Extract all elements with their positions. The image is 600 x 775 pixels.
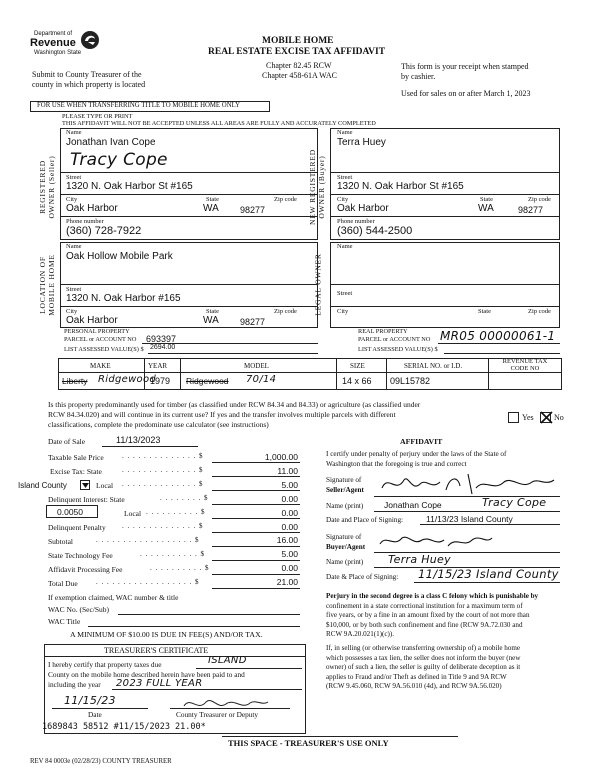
chapter-rcw: Chapter 82.45 RCW bbox=[266, 61, 332, 70]
seller-zip: 98277 bbox=[240, 205, 266, 215]
legal-city-label: City bbox=[337, 308, 349, 315]
revenue-swirl-icon bbox=[80, 30, 100, 50]
subtotal-dots: . . . . . . . . . . . . . . . . . . $ bbox=[96, 536, 200, 544]
seller-date-place: 11/13/23 Island County bbox=[426, 514, 513, 524]
date-of-sale-label: Date of Sale bbox=[48, 437, 86, 446]
location-name-label: Name bbox=[66, 243, 82, 250]
county-dropdown[interactable] bbox=[80, 480, 90, 490]
penalty-value: 0.00 bbox=[281, 522, 298, 532]
location-vertical-label: LOCATION OF MOBILE HOME bbox=[38, 254, 56, 316]
timber-text-1: Is this property predominantly used for timber (as classified under RCW 84.34 and 84.33) or agriculture (as classified under bbox=[48, 400, 421, 409]
buyer-zip-label: Zip code bbox=[528, 196, 551, 203]
form-revision: REV 84 0003e (02/28/23) COUNTY TREASURER bbox=[30, 758, 172, 765]
total-due-value: 21.00 bbox=[276, 577, 298, 587]
affidavit-title: AFFIDAVIT bbox=[400, 437, 443, 446]
chapter-wac: Chapter 458-61A WAC bbox=[262, 71, 337, 80]
seller-name: Jonathan Ivan Cope bbox=[66, 137, 156, 148]
buyer-zip: 98277 bbox=[518, 205, 544, 215]
personal-parcel: 693397 bbox=[146, 334, 177, 344]
used-for-text: Used for sales on or after March 1, 2023 bbox=[401, 89, 531, 98]
seller-phone-label: Phone number bbox=[66, 218, 104, 225]
location-zip: 98277 bbox=[240, 317, 266, 327]
real-property-label: REAL PROPERTY bbox=[358, 328, 408, 335]
subtotal-label: Subtotal bbox=[48, 537, 74, 546]
treasurer-line-1: I hereby certify that property taxes due bbox=[48, 660, 162, 669]
subtotal-value: 16.00 bbox=[276, 535, 298, 545]
timber-text-3: classifications, complete the predominate use calculator (see instructions) bbox=[48, 420, 269, 429]
location-city: Oak Harbor bbox=[66, 315, 118, 326]
real-parcel-handwritten: MR05 00000061-1 bbox=[440, 329, 556, 343]
legal-name-label: Name bbox=[337, 243, 353, 250]
county-name: Island County bbox=[18, 481, 67, 490]
taxable-value: 1,000.00 bbox=[264, 452, 298, 462]
seller-state-label: State bbox=[206, 196, 219, 203]
local-label: Local bbox=[96, 481, 114, 490]
seller-phone: (360) 728-7922 bbox=[66, 225, 142, 237]
location-city-label: City bbox=[66, 308, 78, 315]
tech-dots: . . . . . . . . . . . $ bbox=[140, 550, 205, 558]
certify-line-1: I certify under penalty of perjury under the laws of the State of bbox=[326, 450, 507, 458]
dept-line1: Department of bbox=[34, 31, 73, 37]
seller-zip-label: Zip code bbox=[274, 196, 297, 203]
treasurer-year-handwritten: 2023 FULL YEAR bbox=[116, 678, 203, 689]
wac-no-label: WAC No. (Sec/Sub) bbox=[48, 605, 110, 614]
excise-label: Excise Tax: State bbox=[50, 467, 102, 476]
wac-title-label: WAC Title bbox=[48, 617, 81, 626]
col-size: SIZE bbox=[350, 362, 365, 370]
affidavit-dots: . . . . . . . . . . $ bbox=[150, 564, 210, 572]
buyer-date-handwritten: 11/15/23 Island County bbox=[418, 567, 559, 581]
transfer-note-box bbox=[30, 101, 270, 112]
col-year: YEAR bbox=[148, 362, 168, 370]
buyer-phone: (360) 544-2500 bbox=[337, 225, 413, 237]
treasurer-use-only: THIS SPACE - TREASURER'S USE ONLY bbox=[228, 738, 389, 748]
treasurer-county-handwritten: ISLAND bbox=[208, 655, 247, 666]
form-title-2: REAL ESTATE EXCISE TAX AFFIDAVIT bbox=[208, 47, 386, 57]
location-zip-label: Zip code bbox=[274, 308, 297, 315]
seller-signature-label-1: Signature of bbox=[326, 476, 362, 484]
treasurer-deputy-label: County Treasurer or Deputy bbox=[176, 710, 259, 719]
col-revenue-code: REVENUE TAX CODE NO bbox=[502, 358, 548, 372]
buyer-city: Oak Harbor bbox=[337, 203, 389, 214]
seller-street: 1320 N. Oak Harbor St #165 bbox=[66, 181, 193, 192]
seller-city: Oak Harbor bbox=[66, 203, 118, 214]
parcel-account-label: PARCEL or ACCOUNT NO bbox=[64, 336, 137, 343]
seller-print-handwritten: Tracy Cope bbox=[482, 496, 547, 509]
real-assessed-label: LIST ASSESSED VALUE(S) $ bbox=[358, 346, 438, 353]
revenue-logo bbox=[22, 28, 102, 66]
not-accepted: THIS AFFIDAVIT WILL NOT BE ACCEPTED UNLESS ALL AREAS ARE FULLY AND ACCURATELY COMPLETED bbox=[62, 120, 376, 127]
minimum-fee-note: A MINIMUM OF $10.00 IS DUE IN FEE(S) AND/OR TAX. bbox=[70, 630, 263, 639]
location-state-label: State bbox=[206, 308, 219, 315]
buyer-street-label: Street bbox=[337, 174, 353, 181]
tax-lien-warning: If, in selling (or otherwise transferring ownership of) a mobile home which possesses a tax lien, the seller does not inform the buyer (new owner) of such a lien, the seller is guilty of deliberate deception as it applies to Fraud and/or Theft as defined in Title 9 and 9A RCW (RCW 9.45.060, RCW 9A.56.010 (4d), and RCW 9A.56.020) bbox=[326, 644, 521, 691]
buyer-print-handwritten: Terra Huey bbox=[388, 553, 451, 566]
local2-dots: . . . . . . . . . . $ bbox=[146, 508, 206, 516]
real-parcel-label: PARCEL or ACCOUNT NO bbox=[358, 336, 431, 343]
location-name: Oak Hollow Mobile Park bbox=[66, 251, 173, 262]
local-dots: . . . . . . . . . . . . . . $ bbox=[122, 480, 204, 488]
buyer-signature bbox=[376, 530, 496, 552]
local2-label: Local bbox=[124, 509, 142, 518]
treasurer-date-handwritten: 11/15/23 bbox=[64, 694, 116, 707]
seller-state: WA bbox=[203, 203, 219, 214]
affidavit-fee-value: 0.00 bbox=[281, 563, 298, 573]
assessed-value-label: LIST ASSESSED VALUE(S) $ bbox=[64, 346, 144, 353]
form-title-1: MOBILE HOME bbox=[262, 36, 334, 46]
date-of-sale: 11/13/2023 bbox=[116, 435, 161, 445]
col-model: MODEL bbox=[244, 362, 269, 370]
legal-street-label: Street bbox=[337, 290, 353, 297]
taxable-dots: . . . . . . . . . . . . . . $ bbox=[122, 452, 204, 460]
excise-dots: . . . . . . . . . . . . . . $ bbox=[122, 466, 204, 474]
vehicle-size: 14 x 66 bbox=[342, 376, 372, 386]
seller-street-label: Street bbox=[66, 174, 82, 181]
dept-state: Washington State bbox=[34, 50, 82, 56]
buyer-date-label: Date & Place of Signing: bbox=[326, 573, 399, 581]
vehicle-serial: 09L15782 bbox=[390, 376, 431, 386]
local-value: 5.00 bbox=[281, 480, 298, 490]
perjury-notice: Perjury in the second degree is a class C felony which is punishable by confinement in a state correctional institution for a maximum term of five years, or by a fine in an amount fixed by the court of not more than $10,000, or by both such confinement and fine (RCW 9A.72.030 and RCW 9A.20.021(1)(c)). bbox=[326, 592, 539, 639]
model-handwritten: 70/14 bbox=[246, 374, 277, 385]
legal-owner-section bbox=[330, 242, 560, 328]
tech-fee-value: 5.00 bbox=[281, 549, 298, 559]
treasurer-date-label: Date bbox=[88, 710, 102, 719]
taxable-label: Taxable Sale Price bbox=[48, 453, 104, 462]
timber-text-2: RCW 84.34.020) and will continue in its current use? If yes and the transfer involves multiple parcels with different bbox=[48, 410, 396, 419]
delinquent-dots: . . . . . . . . $ bbox=[160, 494, 209, 502]
yes-label: Yes bbox=[522, 413, 534, 422]
chevron-down-icon bbox=[82, 483, 89, 488]
legal-state-label: State bbox=[478, 308, 491, 315]
seller-print-name: Jonathan Cope bbox=[384, 500, 442, 510]
col-make: MAKE bbox=[90, 362, 111, 370]
make-handwritten: Ridgewood bbox=[98, 374, 157, 385]
personal-property-label: PERSONAL PROPERTY bbox=[64, 328, 130, 335]
local2-value: 0.00 bbox=[281, 508, 298, 518]
legal-owner-vertical-label: LEGAL OWNER bbox=[313, 253, 323, 316]
delinquent-label: Delinquent Interest: State bbox=[48, 495, 125, 504]
make-struck: Liberty bbox=[62, 376, 88, 386]
seller-date-label: Date and Place of Signing: bbox=[326, 516, 404, 524]
no-checkbox[interactable] bbox=[540, 412, 551, 423]
treasurer-line-2: County on the mobile home described herein have been paid to and bbox=[48, 670, 245, 679]
buyer-phone-label: Phone number bbox=[337, 218, 375, 225]
penalty-dots: . . . . . . . . . . . . . . $ bbox=[122, 522, 204, 530]
buyer-name-label: Name bbox=[337, 129, 353, 136]
total-due-label: Total Due bbox=[48, 579, 78, 588]
affidavit-fee-label: Affidavit Processing Fee bbox=[48, 565, 123, 574]
seller-signature-label-2: Seller/Agent bbox=[326, 486, 364, 494]
yes-checkbox[interactable] bbox=[508, 412, 519, 423]
location-street: 1320 N. Oak Harbor #165 bbox=[66, 293, 181, 304]
receipt-text-1: This form is your receipt when stamped bbox=[401, 62, 529, 71]
penalty-label: Delinquent Penalty bbox=[48, 523, 106, 532]
seller-name-2-handwritten: Tracy Cope bbox=[70, 150, 168, 170]
dept-name: Revenue bbox=[30, 37, 76, 49]
seller-name-label: Name bbox=[66, 129, 82, 136]
exempt-label: If exemption claimed, WAC number & title bbox=[48, 593, 179, 602]
buyer-street: 1320 N. Oak Harbor St #165 bbox=[337, 181, 464, 192]
treasurer-stamp: 1689843 58512 #11/15/2023 21.00* bbox=[42, 722, 206, 732]
total-dots: . . . . . . . . . . . . . . . . . . $ bbox=[96, 578, 200, 586]
submit-text-2: county in which property is located bbox=[32, 80, 146, 89]
treasurer-line-3: including the year bbox=[48, 680, 101, 689]
vehicle-year: 1979 bbox=[150, 376, 171, 386]
certify-line-2: Washington that the foregoing is true and correct bbox=[326, 460, 467, 468]
buyer-city-label: City bbox=[337, 196, 349, 203]
col-serial: SERIAL NO. or I.D. bbox=[404, 362, 463, 370]
buyer-print-label: Name (print) bbox=[326, 558, 364, 566]
rate-value: 0.0050 bbox=[57, 507, 83, 517]
seller-signature bbox=[376, 470, 560, 498]
delinquent-value: 0.00 bbox=[281, 494, 298, 504]
buyer-signature-label-2: Buyer/Agent bbox=[326, 543, 366, 551]
buyer-vertical-label: NEW REGISTERED OWNER (Buyer) bbox=[308, 149, 326, 225]
model-struck: Ridgewood bbox=[186, 376, 229, 386]
submit-text-1: Submit to County Treasurer of the bbox=[32, 70, 142, 79]
receipt-text-2: by cashier. bbox=[401, 72, 436, 81]
buyer-state-label: State bbox=[480, 196, 493, 203]
location-state: WA bbox=[203, 315, 219, 326]
transfer-note: FOR USE WHEN TRANSFERRING TITLE TO MOBILE HOME ONLY bbox=[37, 102, 240, 109]
no-label: No bbox=[554, 413, 564, 422]
seller-vertical-label: REGISTERED OWNER (Seller) bbox=[38, 155, 56, 219]
seller-city-label: City bbox=[66, 196, 78, 203]
seller-print-label: Name (print) bbox=[326, 502, 364, 510]
excise-value: 11.00 bbox=[277, 466, 298, 476]
treasurer-title: TREASURER'S CERTIFICATE bbox=[104, 646, 209, 655]
buyer-name: Terra Huey bbox=[337, 137, 386, 148]
check-x-icon bbox=[539, 410, 554, 425]
rate-box[interactable] bbox=[46, 505, 98, 518]
legal-zip-label: Zip code bbox=[528, 308, 551, 315]
buyer-state: WA bbox=[478, 203, 494, 214]
please-print: PLEASE TYPE OR PRINT bbox=[62, 113, 133, 120]
tech-fee-label: State Technology Fee bbox=[48, 551, 113, 560]
location-street-label: Street bbox=[66, 286, 82, 293]
personal-assessed: 2694.00 bbox=[150, 344, 176, 351]
buyer-signature-label-1: Signature of bbox=[326, 533, 362, 541]
